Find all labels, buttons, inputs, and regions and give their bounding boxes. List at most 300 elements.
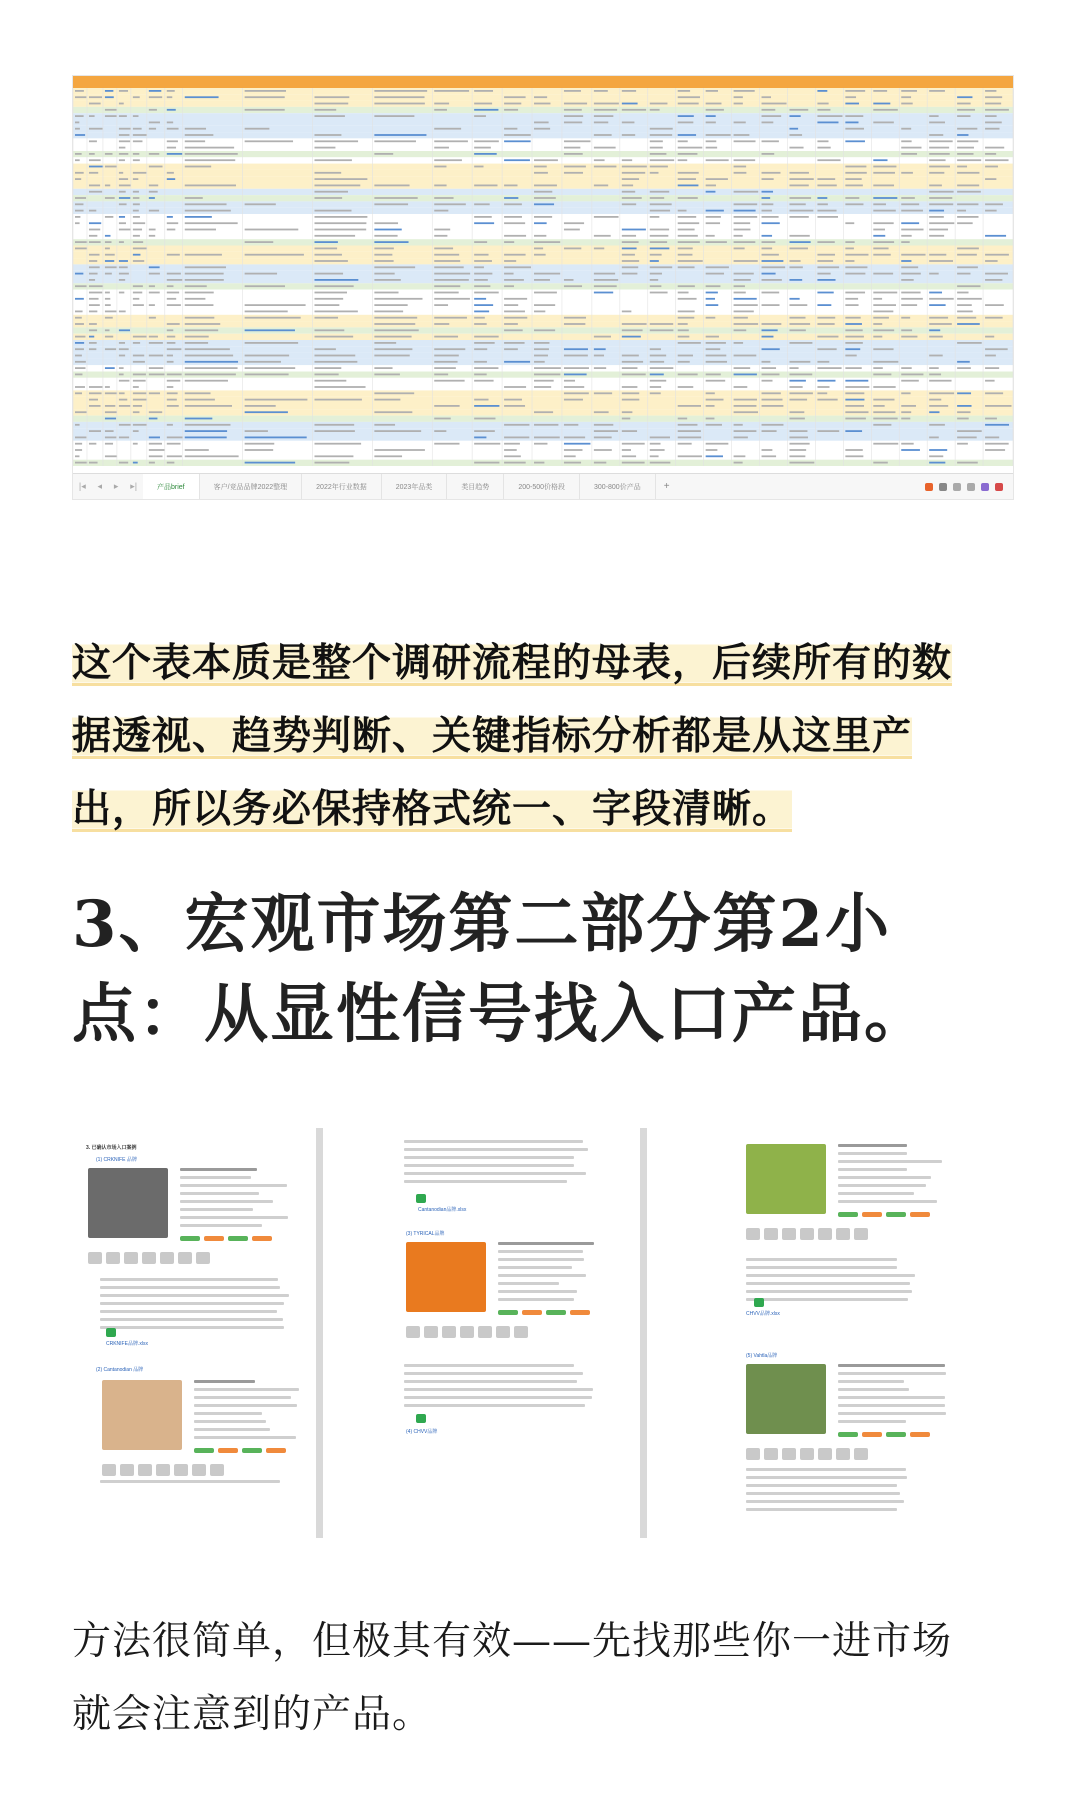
add-sheet-icon[interactable]: + [663,481,670,492]
sheet-cell-text [149,153,159,155]
sheet-cell-text [957,392,971,394]
sheet-cell-text [89,115,95,117]
sheet-cell-text [873,229,885,231]
doc-text-line [838,1176,931,1179]
paragraph-line-3: 出，所以务必保持格式统一、字段清晰。 [72,786,793,832]
sheet-cell-text [678,430,701,432]
sheet-cell-text [622,455,636,457]
sheet-cell-text [89,103,101,105]
sheet-cell-text [706,342,726,344]
sheet-cell-text [734,367,751,369]
product-thumbnail [120,1464,134,1476]
sheet-cell-text [957,405,971,407]
sheet-cell-text [817,210,836,212]
sheet-cell-text [534,235,546,237]
tag-badge [910,1212,930,1217]
sheet-cell-text [845,103,859,105]
doc-text-line [746,1298,908,1301]
language-icon[interactable] [939,483,947,491]
section-heading [72,880,1022,1060]
mic-icon[interactable] [953,483,961,491]
sheet-cell-text [789,203,805,205]
sheet-cell-text [985,153,996,155]
input-method-icon[interactable] [925,483,933,491]
doc-text-line [746,1290,912,1293]
sheet-cell-text [650,449,665,451]
sheet-cell-text [564,323,585,325]
sheet-cell-text [89,311,97,313]
sheet-cell-text [817,109,830,111]
sheet-cell-text [89,172,98,174]
sheet-cell-text [564,348,588,350]
sheet-cell-text [149,462,155,464]
sheet-cell-text [185,203,227,205]
sheet-cell-text [734,166,747,168]
sheet-cell-text [594,392,612,394]
sheet-cell-text [957,430,982,432]
sheet-cell-text [734,203,758,205]
sheet-cell-text [845,430,862,432]
sheet-cell-text [185,399,215,401]
sheet-cell-text [167,437,183,439]
sheet-cell-text [474,342,495,344]
doc-text-line [746,1492,900,1495]
sheet-cell-text [845,203,863,205]
sheet-cell-text [622,399,639,401]
doc-text-line [746,1274,915,1277]
sheet-cell-text [957,437,977,439]
sheet-cell-text [245,430,268,432]
doc-text-line [404,1404,585,1407]
sheet-cell-text [105,197,115,199]
sheet-row [73,138,1013,144]
sheet-cell-text [929,329,940,331]
sheet-cell-text [817,254,835,256]
sheet-cell-text [901,329,912,331]
sheet-cell-text [314,216,367,218]
sheet-cell-text [245,361,281,363]
sheet-cell-text [185,424,231,426]
sheet-cell-text [845,455,863,457]
next-sheet-icon[interactable]: ▸ [113,481,119,491]
sheet-cell-text [75,241,87,243]
sheet-cell-text [985,355,996,357]
sheet-cell-text [89,96,102,98]
sheet-cell-text [622,103,638,105]
sheet-cell-text [534,241,560,243]
sheet-tab-2[interactable]: 2022年行业数据 [302,474,382,499]
sheet-cell-text [105,304,111,306]
sheet-tab-6[interactable]: 300-800价产品 [580,474,656,499]
sheet-cell-text [105,336,113,338]
sheet-cell-text [167,153,182,155]
doc-page-1 [72,1128,340,1538]
sheet-cell-text [622,191,635,193]
sheet-cell-text [762,254,779,256]
doc-text-line [746,1476,907,1479]
sheet-cell-text [622,254,635,256]
sheet-cell-text [105,266,117,268]
sheet-cell-text [534,304,555,306]
sheet-cell-text [650,147,663,149]
sheet-cell-text [985,109,1009,111]
sheet-cell-text [734,103,743,105]
prev-sheet-icon[interactable]: ◂ [97,481,103,491]
sheet-tab-1[interactable]: 客户/竞品品牌2022整理 [200,474,303,499]
sheet-cell-text [89,292,102,294]
sheet-cell-text [594,235,611,237]
sheet-cell-text [678,355,693,357]
sheet-cell-text [119,342,125,344]
sheet-cell-text [119,292,124,294]
sheet-cell-text [314,367,341,369]
sheet-cell-text [245,405,276,407]
sheet-cell-text [789,411,804,413]
sheet-cell-text [133,222,145,224]
sheet-cell-text [105,311,116,313]
sheet-cell-text [474,254,488,256]
sheet-cell-text [119,266,128,268]
sheet-cell-text [678,159,688,161]
sheet-cell-text [434,348,465,350]
sheet-cell-text [119,241,124,243]
sheet-cell-text [167,140,178,142]
doc-text-line [498,1266,572,1269]
sheet-cell-text [434,140,468,142]
sheet-cell-text [564,374,587,376]
sheet-cell-text [762,191,773,193]
doc-text-line [838,1420,906,1423]
sheet-cell-text [434,304,448,306]
spreadsheet-header-row [73,76,1013,88]
sheet-cell-text [873,122,894,124]
sheet-tab-bar [73,473,1013,499]
sheet-cell-text [314,380,346,382]
sheet-cell-text [650,166,668,168]
sheet-tab-3[interactable]: 2023年品类 [382,474,448,499]
sheet-cell-text [504,235,526,237]
sheet-cell-text [817,140,828,142]
sheet-cell-text [89,166,103,168]
sheet-cell-text [149,109,157,111]
sheet-cell-text [314,348,335,350]
sheet-tab-0[interactable]: 产品brief [143,474,200,499]
sheet-cell-text [105,430,114,432]
product-thumbnail [478,1326,492,1338]
sheet-cell-text [873,298,882,300]
sheet-cell-text [734,172,747,174]
doc-text-line [838,1160,942,1163]
sheet-cell-text [789,329,805,331]
sheet-cell-text [901,140,911,142]
sheet-cell-text [734,159,756,161]
sheet-cell-text [504,109,518,111]
sheet-cell-text [845,178,861,180]
sheet-cell-text [474,109,498,111]
sheet-cell-text [374,140,416,142]
sheet-cell-text [149,443,162,445]
sheet-cell-text [314,329,344,331]
sheet-cell-text [133,298,139,300]
sheet-cell-text [105,273,112,275]
sheet-cell-text [929,449,947,451]
sheet-cell-text [789,361,810,363]
sheet-cell-text [622,367,638,369]
sheet-cell-text [789,248,807,250]
sheet-cell-text [985,122,1002,124]
doc-text-line [404,1164,574,1167]
sheet-cell-text [133,386,139,388]
sheet-cell-text [474,185,497,187]
sheet-cell-text [149,455,163,457]
sheet-cell-text [929,134,943,136]
sheet-cell-text [929,122,945,124]
sheet-cell-text [845,348,860,350]
sheet-cell-text [245,437,307,439]
sheet-cell-text [105,367,115,369]
doc-brand-title: (3) TYRICAL品牌 [406,1231,445,1237]
sheet-cell-text [474,273,492,275]
sheet-cell-text [149,229,156,231]
sheet-cell-text [622,241,639,243]
sheet-cell-text [119,103,124,105]
sheet-cell-text [706,285,721,287]
sheet-cell-text [845,185,862,187]
sheet-cell-text [957,222,973,224]
sheet-cell-text [374,241,408,243]
sheet-cell-text [734,374,757,376]
sheet-cell-text [622,235,636,237]
sheet-cell-text [985,418,997,420]
tag-badge [218,1448,238,1453]
sheet-cell-text [133,374,146,376]
sheet-cell-text [504,96,526,98]
sheet-cell-text [75,424,80,426]
sheet-tab-5[interactable]: 200-500价格段 [504,474,580,499]
sheet-cell-text [622,336,641,338]
sheet-cell-text [789,109,808,111]
sheet-cell-text [762,430,777,432]
doc-text-line [838,1168,907,1171]
sheet-cell-text [678,229,695,231]
sheet-cell-text [929,292,942,294]
sheet-cell-text [650,172,659,174]
tag-badge [886,1212,906,1217]
sheet-cell-text [119,260,128,262]
first-sheet-icon[interactable]: |◂ [78,481,86,491]
sheet-cell-text [594,147,616,149]
sheet-cell-text [957,273,970,275]
sheet-cell-text [873,248,888,250]
doc-text-line [746,1484,897,1487]
sheet-cell-text [734,210,756,212]
sheet-cell-text [594,411,609,413]
sheet-cell-text [534,374,560,376]
sheet-row [73,416,1013,422]
sheet-cell-text [650,329,674,331]
sheet-cell-text [650,235,669,237]
sheet-cell-text [789,115,800,117]
sheet-cell-text [734,241,756,243]
sheet-cell-text [149,449,165,451]
sheet-cell-text [434,279,469,281]
sheet-cell-text [622,329,643,331]
sheet-cell-text [678,147,703,149]
sheet-cell-text [762,178,774,180]
sheet-cell-text [929,140,952,142]
sheet-cell-text [75,411,87,413]
sheet-cell-text [167,399,177,401]
sheet-cell-text [119,399,127,401]
sheet-cell-text [789,399,807,401]
sheet-cell-text [167,285,174,287]
sheet-cell-text [564,103,587,105]
sheet-cell-text [149,166,163,168]
sheet-cell-text [534,197,556,199]
sheet-cell-text [434,103,449,105]
sheet-cell-text [534,348,549,350]
sheet-cell-text [594,449,612,451]
skin-icon[interactable] [981,483,989,491]
sheet-cell-text [650,355,666,357]
sheet-cell-text [762,235,773,237]
product-thumbnail [800,1228,814,1240]
sheet-cell-text [873,273,893,275]
sheet-cell-text [985,392,1003,394]
sheet-cell-text [75,317,82,319]
sheet-cell-text [817,336,838,338]
sheet-cell-text [185,273,224,275]
sheet-cell-text [474,399,488,401]
sheet-cell-text [817,216,838,218]
tools-icon[interactable] [995,483,1003,491]
sheet-cell-text [374,392,414,394]
sheet-cell-text [817,122,838,124]
sheet-cell-text [929,203,953,205]
doc-text-line [180,1176,251,1179]
sheet-cell-text [873,185,894,187]
sheet-cell-text [434,380,464,382]
sheet-cell-text [75,128,80,130]
product-thumbnail [174,1464,188,1476]
sheet-nav-arrows[interactable] [73,474,143,499]
sheet-cell-text [75,159,80,161]
sheet-cell-text [314,260,347,262]
doc-text-line [746,1266,897,1269]
sheet-cell-text [650,273,662,275]
sheet-cell-text [314,248,337,250]
sheet-cell-text [504,405,525,407]
sheet-cell-text [245,462,296,464]
sheet-cell-text [706,109,724,111]
sheet-cell-text [564,443,590,445]
sheet-cell-text [474,140,499,142]
sheet-cell-text [534,185,557,187]
sheet-cell-text [167,336,175,338]
sheet-cell-text [105,392,117,394]
sheet-cell-text [957,109,975,111]
sheet-cell-text [374,260,393,262]
sheet-cell-text [564,222,584,224]
doc-text-line [498,1298,574,1301]
sheet-cell-text [622,273,638,275]
sheet-cell-text [245,317,301,319]
sheet-cell-text [434,229,450,231]
sheet-cell-text [133,172,146,174]
sheet-cell-text [504,399,522,401]
tag-badge [522,1310,542,1315]
sheet-cell-text [314,134,341,136]
sheet-cell-text [845,386,869,388]
doc-section-title: 3. 已确认市场入口案例 [86,1145,137,1151]
doc-text-line [498,1282,559,1285]
sheet-cell-text [504,260,516,262]
sheet-cell-text [314,399,361,401]
sheet-cell-text [119,153,128,155]
sheet-cell-text [434,273,470,275]
sheet-cell-text [817,203,827,205]
sheet-cell-text [434,260,460,262]
doc-text-line [194,1380,255,1383]
sheet-cell-text [474,443,500,445]
sheet-cell-text [594,103,619,105]
sheet-cell-text [119,279,125,281]
sheet-cell-text [75,134,85,136]
sheet-cell-text [817,430,839,432]
tag-badge [252,1236,272,1241]
document-pages-screenshot [72,1128,1002,1538]
sheet-cell-text [873,418,897,420]
sheet-cell-text [167,122,173,124]
sheet-cell-text [901,172,913,174]
sheet-cell-text [75,273,83,275]
sheet-cell-text [245,254,304,256]
sheet-tab-4[interactable]: 类目趋势 [447,474,504,499]
sheet-cell-text [650,153,667,155]
tag-badge [204,1236,224,1241]
sheet-cell-text [374,430,421,432]
sheet-cell-text [75,355,82,357]
sheet-cell-text [133,229,142,231]
sheet-cell-text [434,159,462,161]
tag-badge [886,1432,906,1437]
sheet-cell-text [564,147,580,149]
product-thumbnail [746,1448,760,1460]
sheet-cell-text [434,336,458,338]
tag-badge [910,1432,930,1437]
sheet-cell-text [789,380,805,382]
sheet-cell-text [762,323,782,325]
sheet-cell-text [89,323,97,325]
settings-icon[interactable] [967,483,975,491]
product-image [102,1380,182,1450]
sheet-cell-text [622,266,638,268]
sheet-cell-text [678,455,702,457]
sheet-cell-text [957,216,978,218]
sheet-cell-text [314,443,361,445]
sheet-cell-text [817,241,834,243]
sheet-cell-text [929,273,939,275]
sheet-cell-text [678,216,696,218]
product-thumbnail [854,1448,868,1460]
sheet-cell-text [167,405,179,407]
sheet-cell-text [133,336,147,338]
last-sheet-icon[interactable]: ▸| [130,481,138,491]
sheet-cell-text [622,260,639,262]
sheet-cell-text [133,134,147,136]
sheet-cell-text [434,361,457,363]
sheet-cell-text [678,134,696,136]
